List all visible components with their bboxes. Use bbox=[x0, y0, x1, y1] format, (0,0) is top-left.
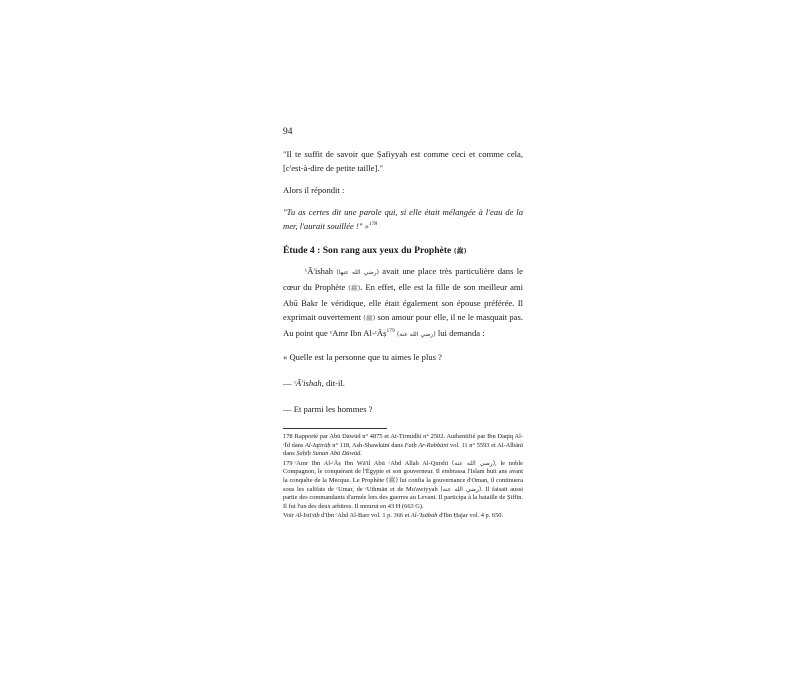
fn-text: . Il faisait aussi partie des commandants d'armée lors des guerres au Levant. Il participa à la bataille de Ṣiffīn. Il fut l'un des deux arbitres. Il mourut en 43 H (663 G). bbox=[283, 485, 523, 510]
section-heading-text: Étude 4 : Son rang aux yeux du Prophète bbox=[283, 245, 452, 256]
honorific-glyph: (ﷺ) bbox=[453, 248, 467, 255]
fn-text: lui confia la gouvernance d'Oman, il continuera sous les califats de ᶜUmar, de ᶜUthmān et de Mu'awiyyah bbox=[283, 476, 523, 493]
para-text-2: avait une place très particulière dans le cœur du Prophète bbox=[283, 266, 523, 292]
dialog-line-1: « Quelle est la personne que tu aimes le plus ? bbox=[283, 352, 442, 362]
quote-text: "Tu as certes dit une parole qui, si elle était mélangée à l'eau de la mer, l'aurait souillée !" » bbox=[283, 207, 523, 231]
quote-paragraph-2 bbox=[283, 205, 523, 233]
fn-text: Voir bbox=[283, 512, 296, 520]
honorific-glyph: (ﷺ) bbox=[363, 315, 376, 322]
honorific-glyph: (رضي الله عنها) bbox=[336, 269, 379, 276]
honorific-glyph: (رضي الله عنه) bbox=[396, 331, 436, 338]
honorific-glyph: (رضي الله عنه) bbox=[451, 459, 496, 467]
para-text-5: lui demanda : bbox=[437, 328, 485, 338]
fn-text: d'Ibn Ḥajar vol. 4 p. 650. bbox=[437, 512, 504, 520]
footnote-178 bbox=[283, 433, 523, 459]
body-paragraph bbox=[283, 264, 523, 342]
fn-text: d'Ibn ᶜAbd Al-Barr vol. 1 p. 366 et bbox=[319, 512, 411, 520]
para-text-3: . En effet, elle est la fille de son meilleur ami Abū Bakr le véridique, elle était également son épouse préférée. Il exprimait ouvertement bbox=[283, 282, 523, 322]
fn-text: Rapporté par Abū Dāwūd n° 4875 et At-Tirmidhī n° 2502. Authentifié par Ibn Daqīq Al-ᶜĪd dans bbox=[283, 433, 523, 449]
honorific-glyph: (رضي الله عنه) bbox=[440, 485, 482, 493]
fn-text: vol. 11 n° 5593 et Al-Albānī dans bbox=[283, 441, 523, 458]
fn-title: Fatḥ Ar-Rabbānī bbox=[404, 441, 449, 449]
footnote-179 bbox=[283, 460, 523, 512]
footnote-ref-179: 179 bbox=[386, 328, 395, 335]
fn-title: Al-Istīᶜāb bbox=[295, 512, 320, 520]
dialog-line-2 bbox=[283, 376, 523, 390]
page-number: 94 bbox=[283, 127, 293, 137]
fn-title: Al-'Iṣābah bbox=[410, 512, 438, 520]
section-heading bbox=[283, 245, 523, 256]
page-content bbox=[283, 127, 523, 522]
fn-text: n° 118, Ash-Shawkānī dans bbox=[330, 441, 405, 449]
fn-title: Al-Iqtirāḥ bbox=[305, 441, 331, 449]
fn-title: Ṣaḥīḥ Sunan Abū Dāwūd bbox=[296, 450, 361, 458]
reply-intro: Alors il répondit : bbox=[283, 185, 345, 195]
footnote-number: 179 bbox=[283, 459, 293, 467]
dialog-rest: , dit-il. bbox=[321, 378, 345, 388]
footnote-number: 178 bbox=[283, 433, 293, 440]
para-text-1: ᶜĀ'ishah bbox=[305, 266, 334, 276]
dialog-line-3: — Et parmi les hommes ? bbox=[283, 404, 373, 414]
fn-text: . bbox=[360, 450, 362, 458]
honorific-glyph: (ﷺ) bbox=[348, 285, 361, 292]
fn-text: ᶜAmr Ibn Al-ᶜĀṣ Ibn Wā'il Abū ᶜAbd Allah Al-Qurshī bbox=[294, 459, 449, 467]
quote-paragraph: "Il te suffit de savoir que Ṣafiyyah est comme ceci et comme cela, [c'est-à-dire de petite taille]." bbox=[283, 149, 523, 173]
dialog-name: ᶜĀ'ishah bbox=[293, 378, 322, 388]
footnote-ref-178: 178 bbox=[368, 221, 378, 228]
footnote-179-refs bbox=[283, 512, 523, 521]
para-text-4: son amour pour elle, il ne le masquait pas. Au point que ᶜAmr Ibn Al-ᶜĀṣ bbox=[283, 312, 523, 338]
fn-text: , le noble Compagnon, le conquérant de l'Égypte et son gouverneur. Il embrassa l'Islam huit ans avant la conquête de la Mecque. Le Prophète bbox=[283, 459, 523, 484]
honorific-glyph: (ﷺ) bbox=[385, 476, 398, 484]
dialog-dash: — bbox=[283, 378, 294, 388]
footnote-divider bbox=[283, 428, 387, 429]
